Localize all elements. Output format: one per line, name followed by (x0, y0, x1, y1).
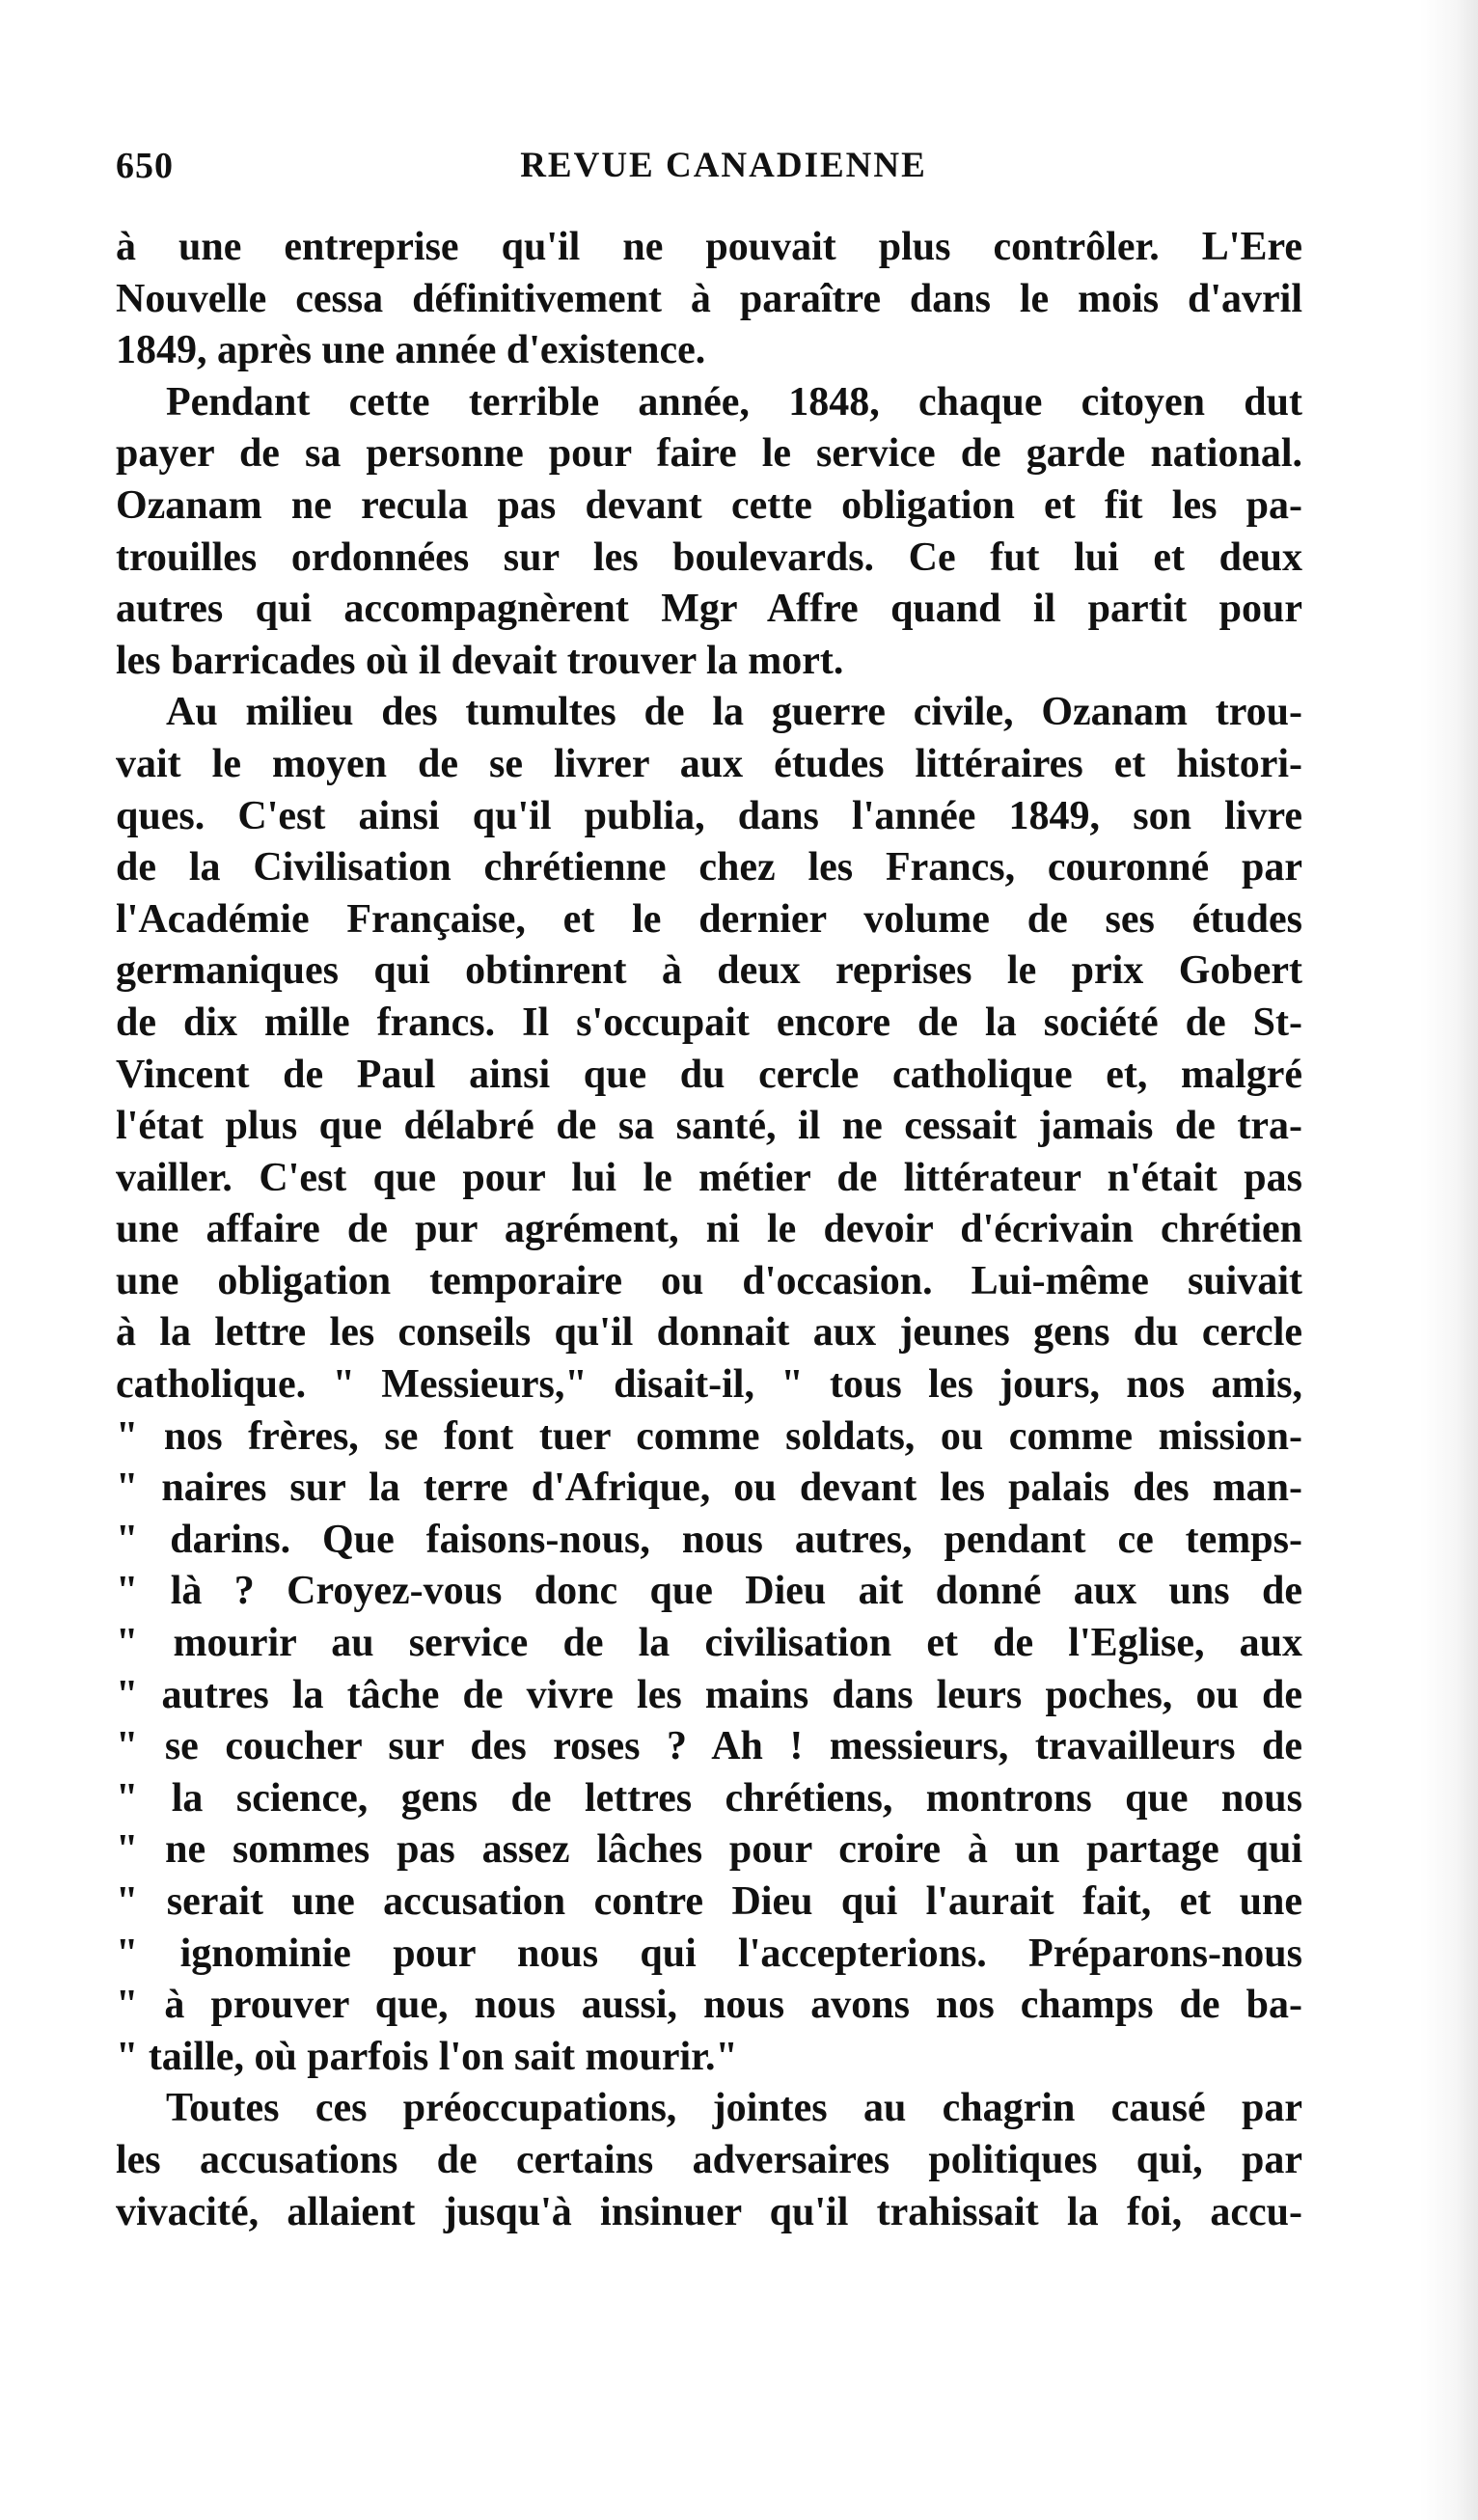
text-line: l'Académie Française, et le dernier volume de ses études (116, 896, 1302, 942)
quote-line: " autres la tâche de vivre les mains dans leurs poches, ou de (116, 1672, 1302, 1717)
quote-line: " ignominie pour nous qui l'accepterions. Préparons-nous (116, 1931, 1302, 1976)
text-line: les barricades où il devait trouver la mort. (116, 638, 844, 683)
text-line: une obligation temporaire ou d'occasion. Lui-même suivait (116, 1258, 1302, 1303)
text-line: les accusations de certains adversaires politiques qui, par (116, 2137, 1302, 2182)
quote-line: " là ? Croyez-vous donc que Dieu ait donné aux uns de (116, 1569, 1302, 1614)
text-line: Toutes ces préoccupations, jointes au chagrin causé par (166, 2086, 1302, 2131)
quote-line: " taille, où parfois l'on sait mourir." (116, 2034, 738, 2079)
text-line: vivacité, allaient jusqu'à insinuer qu'il trahissait la foi, accu- (116, 2189, 1302, 2234)
text-line: à la lettre les conseils qu'il donnait aux jeunes gens du cercle (116, 1310, 1302, 1356)
quote-line: " se coucher sur des roses ? Ah ! messieurs, travailleurs de (116, 1724, 1302, 1769)
quote-line: " la science, gens de lettres chrétiens, montrons que nous (116, 1775, 1302, 1821)
quote-line: " ne sommes pas assez lâches pour croire à un partage qui (116, 1827, 1302, 1873)
quote-line: " serait une accusation contre Dieu qui l'aurait fait, et une (116, 1879, 1302, 1924)
text-line: ques. C'est ainsi qu'il publia, dans l'année 1849, son livre (116, 793, 1302, 838)
paragraph-2 (116, 377, 1302, 688)
quote-line: " naires sur la terre d'Afrique, ou devant les palais des man- (116, 1465, 1302, 1511)
text-line: trouilles ordonnées sur les boulevards. Ce fut lui et deux (116, 534, 1302, 580)
running-title: REVUE CANADIENNE (520, 146, 927, 185)
text-line: l'état plus que délabré de sa santé, il ne cessait jamais de tra- (116, 1104, 1302, 1149)
text-line: Nouvelle cessa définitivement à paraître dans le mois d'avril (116, 276, 1302, 321)
scan-edge-shading (1420, 0, 1478, 2520)
text-line: Au milieu des tumultes de la guerre civile, Ozanam trou- (166, 690, 1302, 735)
text-line: 1849, après une année d'existence. (116, 328, 706, 373)
text-line: vailler. C'est que pour lui le métier de littérateur n'était pas (116, 1155, 1302, 1200)
text-line: vait le moyen de se livrer aux études littéraires et histori- (116, 741, 1302, 786)
text-line: de la Civilisation chrétienne chez les Francs, couronné par (116, 845, 1302, 890)
page-header (116, 145, 1331, 203)
text-line: Ozanam ne recula pas devant cette obligation et fit les pa- (116, 482, 1302, 528)
text-line: Pendant cette terrible année, 1848, chaque citoyen dut (166, 379, 1302, 425)
text-line: germaniques qui obtinrent à deux reprises le prix Gobert (116, 948, 1302, 994)
text-line: Vincent de Paul ainsi que du cercle catholique et, malgré (116, 1052, 1302, 1097)
paragraph-3 (116, 687, 1302, 2083)
paragraph-1 (116, 222, 1302, 377)
quote-line: " nos frères, se font tuer comme soldats, ou comme mission- (116, 1413, 1302, 1459)
quote-line: " darins. Que faisons-nous, nous autres, pendant ce temps- (116, 1517, 1302, 1562)
body-text (116, 222, 1302, 2238)
text-line: à une entreprise qu'il ne pouvait plus contrôler. L'Ere (116, 225, 1302, 269)
text-line: payer de sa personne pour faire le service de garde national. (116, 431, 1302, 477)
quote-line: " mourir au service de la civilisation et de l'Eglise, aux (116, 1621, 1302, 1666)
paragraph-4 (116, 2083, 1302, 2238)
quote-line: " à prouver que, nous aussi, nous avons nos champs de ba- (116, 1983, 1302, 2028)
text-line: catholique. " Messieurs," disait-il, " tous les jours, nos amis, (116, 1362, 1302, 1408)
text-line: une affaire de pur agrément, ni le devoir d'écrivain chrétien (116, 1207, 1302, 1252)
text-line: autres qui accompagnèrent Mgr Affre quand il partit pour (116, 587, 1302, 632)
page-number: 650 (116, 146, 174, 186)
text-line: de dix mille francs. Il s'occupait encore de la société de St- (116, 1000, 1302, 1045)
